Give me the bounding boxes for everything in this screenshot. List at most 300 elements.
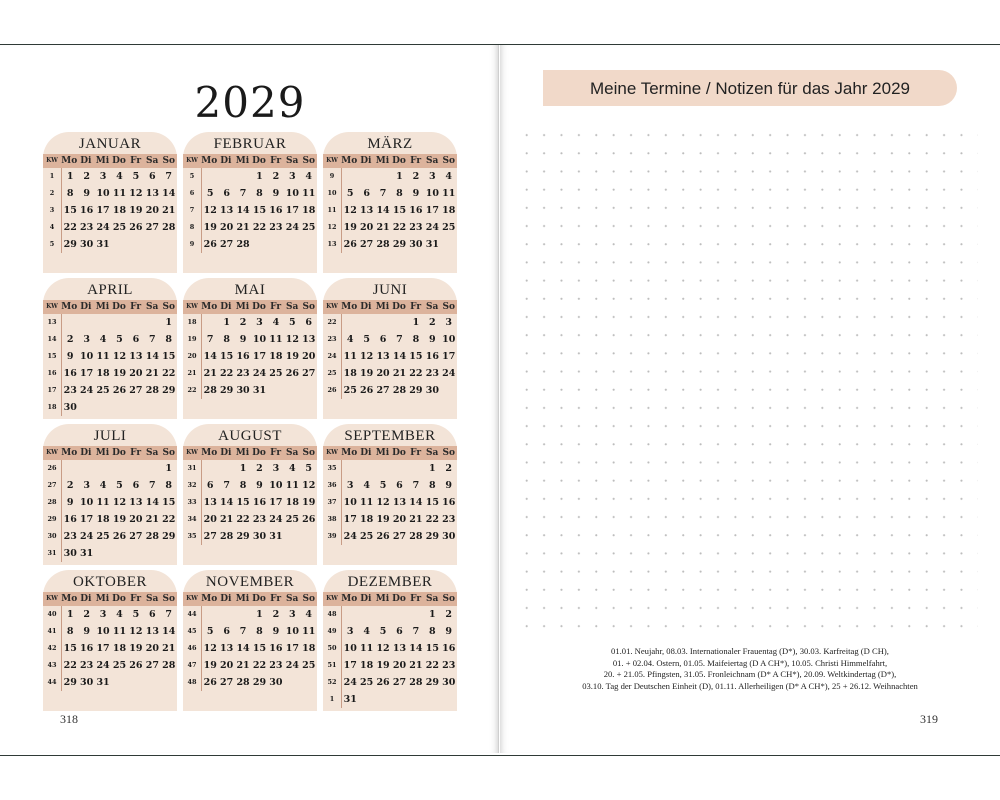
weekday-label: So — [302, 448, 316, 458]
week-number: 49 — [323, 623, 342, 640]
week-row — [323, 606, 457, 623]
day-cell: 13 — [145, 626, 159, 637]
day-cell: 22 — [252, 660, 267, 671]
day-cell — [375, 691, 391, 708]
day-cell: 18 — [112, 643, 127, 654]
weekday-label: Mo — [201, 448, 218, 458]
day-cell: 11 — [302, 626, 316, 637]
day-cell: 7 — [165, 171, 173, 182]
day-cell: 23 — [63, 385, 77, 396]
weekday-label: Sa — [426, 156, 439, 166]
week-row — [43, 236, 177, 253]
day-cell: 28 — [203, 385, 217, 396]
day-cell: 4 — [346, 334, 354, 345]
weekday-label: KW — [46, 303, 58, 310]
month-block — [183, 278, 317, 419]
day-cell: 5 — [132, 609, 140, 620]
day-cell: 30 — [269, 677, 283, 688]
day-cell: 27 — [360, 239, 374, 250]
weekday-label: Sa — [286, 448, 299, 458]
day-cell: 10 — [343, 497, 357, 508]
day-cell — [342, 606, 358, 623]
day-cell: 23 — [80, 222, 94, 233]
day-cell: 14 — [162, 188, 176, 199]
day-cell: 11 — [269, 334, 283, 345]
weekday-label: Di — [360, 302, 372, 312]
day-cell: 1 — [66, 609, 74, 620]
day-cell: 10 — [96, 188, 110, 199]
week-number: 46 — [183, 640, 202, 657]
day-cell: 7 — [412, 480, 420, 491]
week-row — [43, 528, 177, 545]
week-row — [323, 348, 457, 365]
day-cell — [161, 545, 177, 562]
day-cell: 12 — [302, 480, 316, 491]
day-cell: 2 — [445, 463, 453, 474]
day-cell: 24 — [96, 222, 110, 233]
day-cell: 22 — [392, 222, 407, 233]
day-cell: 29 — [162, 531, 176, 542]
day-cell: 26 — [302, 514, 316, 525]
day-cell: 9 — [272, 626, 280, 637]
day-cell: 28 — [236, 239, 250, 250]
day-cell: 20 — [360, 222, 374, 233]
day-cell: 30 — [63, 402, 77, 413]
week-row — [43, 545, 177, 562]
day-cell: 27 — [220, 239, 234, 250]
weekday-label: Sa — [426, 448, 439, 458]
weekday-header — [323, 592, 457, 606]
day-cell: 1 — [396, 171, 403, 182]
weekday-label: So — [162, 156, 176, 166]
week-row — [323, 460, 457, 477]
day-cell — [408, 691, 424, 708]
day-cell: 28 — [145, 385, 159, 396]
day-cell: 26 — [376, 531, 390, 542]
week-number: 36 — [323, 477, 342, 494]
week-number: 18 — [183, 314, 202, 331]
day-cell: 10 — [269, 480, 283, 491]
day-cell — [202, 314, 218, 331]
day-cell: 2 — [412, 171, 420, 182]
day-cell: 2 — [66, 480, 74, 491]
week-row — [183, 640, 317, 657]
weekday-label: Sa — [146, 156, 159, 166]
day-cell: 5 — [305, 463, 313, 474]
day-cell: 13 — [145, 188, 159, 199]
week-row — [43, 460, 177, 477]
day-cell: 30 — [442, 677, 456, 688]
weekday-label: Do — [392, 156, 406, 166]
day-cell: 17 — [96, 205, 110, 216]
day-cell: 23 — [269, 222, 283, 233]
week-row — [183, 168, 317, 185]
weekday-label: KW — [186, 449, 198, 456]
day-cell: 30 — [80, 239, 94, 250]
day-cell: 21 — [376, 222, 390, 233]
day-cell: 5 — [132, 171, 140, 182]
weekday-label: KW — [46, 595, 58, 602]
day-cell: 4 — [363, 626, 370, 637]
day-cell — [111, 399, 127, 416]
weekday-label: So — [442, 594, 456, 604]
holiday-line: 20. + 21.05. Pfingsten, 31.05. Fronleichnam (D* A CH*), 20.09. Weltkindertag (D*), — [603, 669, 897, 680]
day-cell: 19 — [203, 222, 217, 233]
day-cell: 20 — [392, 660, 407, 671]
weekday-label: KW — [326, 595, 338, 602]
weekday-header — [183, 300, 317, 314]
day-cell: 18 — [302, 643, 316, 654]
day-cell: 17 — [343, 514, 357, 525]
weekday-label: Fr — [410, 594, 422, 604]
week-number: 15 — [43, 348, 62, 365]
day-cell — [235, 606, 251, 623]
week-row — [183, 657, 317, 674]
day-cell: 6 — [379, 334, 387, 345]
day-cell: 28 — [145, 531, 159, 542]
weekday-header — [183, 154, 317, 168]
day-cell: 19 — [112, 514, 127, 525]
day-cell — [391, 606, 407, 623]
day-cell: 23 — [269, 660, 283, 671]
day-cell — [218, 460, 234, 477]
weekday-label: Di — [360, 156, 372, 166]
day-cell: 25 — [360, 531, 374, 542]
day-cell: 17 — [80, 368, 94, 379]
day-cell: 19 — [112, 368, 127, 379]
day-cell: 2 — [256, 463, 263, 474]
day-cell: 24 — [269, 514, 283, 525]
day-cell: 26 — [376, 677, 390, 688]
day-cell: 18 — [360, 514, 374, 525]
day-cell — [144, 236, 160, 253]
day-cell — [424, 691, 440, 708]
weekday-label: Mo — [61, 302, 78, 312]
day-cell: 13 — [376, 351, 390, 362]
day-cell — [391, 691, 407, 708]
day-cell: 3 — [83, 334, 90, 345]
week-number: 26 — [323, 382, 342, 399]
day-cell: 14 — [236, 643, 250, 654]
day-cell: 11 — [343, 351, 357, 362]
day-cell: 14 — [145, 497, 159, 508]
day-cell: 31 — [425, 239, 439, 250]
day-cell: 12 — [129, 188, 143, 199]
weekday-label: Di — [80, 448, 92, 458]
day-cell — [375, 460, 391, 477]
weekday-label: So — [302, 156, 316, 166]
day-cell: 11 — [112, 626, 127, 637]
day-cell — [128, 460, 144, 477]
weekday-label: So — [442, 302, 456, 312]
day-cell: 3 — [289, 609, 296, 620]
day-cell: 27 — [392, 531, 407, 542]
day-cell: 20 — [145, 205, 159, 216]
day-cell — [161, 399, 177, 416]
day-cell: 9 — [66, 351, 74, 362]
weekday-label: So — [302, 594, 316, 604]
day-cell: 27 — [129, 531, 143, 542]
day-cell: 16 — [442, 497, 456, 508]
day-cell — [62, 460, 78, 477]
day-cell: 22 — [63, 222, 77, 233]
week-row — [43, 331, 177, 348]
month-block — [43, 278, 177, 419]
week-number: 20 — [183, 348, 202, 365]
day-cell: 9 — [445, 626, 453, 637]
weekday-label: Di — [80, 302, 92, 312]
day-cell — [95, 460, 111, 477]
day-cell: 13 — [203, 497, 217, 508]
day-cell: 16 — [80, 643, 94, 654]
day-cell: 9 — [445, 480, 453, 491]
weekday-label: Fr — [410, 302, 422, 312]
day-cell: 17 — [343, 660, 357, 671]
day-cell: 24 — [285, 222, 299, 233]
week-row — [43, 348, 177, 365]
day-cell: 8 — [396, 188, 403, 199]
weekday-label: KW — [46, 449, 58, 456]
weekday-label: KW — [46, 157, 58, 164]
day-cell: 16 — [425, 351, 439, 362]
day-cell: 13 — [129, 497, 143, 508]
weekday-label: Sa — [286, 594, 299, 604]
weekday-label: Di — [360, 448, 372, 458]
day-cell: 23 — [236, 368, 250, 379]
day-cell — [342, 168, 358, 185]
day-cell: 24 — [80, 385, 94, 396]
day-cell — [342, 460, 358, 477]
day-cell: 16 — [252, 497, 267, 508]
day-cell: 17 — [285, 205, 299, 216]
day-cell: 21 — [220, 514, 234, 525]
day-cell: 19 — [360, 368, 374, 379]
day-cell: 26 — [203, 239, 217, 250]
week-row — [43, 219, 177, 236]
month-name: JUNI — [372, 282, 408, 298]
day-cell: 1 — [223, 317, 230, 328]
weekday-label: Mo — [341, 302, 358, 312]
week-number: 5 — [43, 236, 62, 253]
week-number: 14 — [43, 331, 62, 348]
day-cell: 6 — [363, 188, 370, 199]
day-cell: 28 — [409, 531, 423, 542]
day-cell: 20 — [220, 660, 234, 671]
week-number: 51 — [323, 657, 342, 674]
day-cell: 27 — [220, 677, 234, 688]
weekday-label: Fr — [130, 594, 142, 604]
day-cell — [342, 314, 358, 331]
week-number: 41 — [43, 623, 62, 640]
weekday-header — [43, 592, 177, 606]
day-cell: 22 — [63, 660, 77, 671]
weekday-label: Fr — [410, 448, 422, 458]
week-number: 47 — [183, 657, 202, 674]
day-cell: 24 — [252, 368, 267, 379]
weekday-header — [183, 592, 317, 606]
day-cell: 20 — [203, 514, 217, 525]
month-name: OKTOBER — [72, 574, 148, 590]
month-name: MAI — [234, 282, 266, 298]
day-cell: 19 — [343, 222, 357, 233]
day-cell: 31 — [252, 385, 267, 396]
week-row — [183, 236, 317, 253]
holiday-list — [540, 646, 960, 692]
day-cell: 10 — [80, 351, 94, 362]
weekday-label: Fr — [130, 302, 142, 312]
day-cell: 7 — [165, 609, 173, 620]
day-cell: 24 — [442, 368, 456, 379]
day-cell: 20 — [392, 514, 407, 525]
weekday-label: Fr — [270, 448, 282, 458]
day-cell: 22 — [220, 368, 234, 379]
day-cell: 13 — [129, 351, 143, 362]
day-cell: 4 — [99, 334, 107, 345]
day-cell: 21 — [203, 368, 217, 379]
day-cell: 12 — [129, 626, 143, 637]
week-row — [43, 606, 177, 623]
day-cell: 15 — [63, 643, 77, 654]
weekday-label: Do — [252, 156, 266, 166]
dot-grid-notes-area[interactable] — [518, 126, 978, 636]
weekday-label: KW — [326, 157, 338, 164]
day-cell — [235, 168, 251, 185]
day-cell: 14 — [220, 497, 234, 508]
notes-title-banner: Meine Termine / Notizen für das Jahr 2029 — [543, 70, 957, 106]
day-cell: 11 — [360, 497, 374, 508]
weekday-label: Mi — [375, 302, 390, 312]
weekday-label: KW — [326, 449, 338, 456]
day-cell: 3 — [256, 317, 263, 328]
day-cell: 20 — [129, 368, 143, 379]
holiday-line: 01.01. Neujahr, 08.03. Internationaler Frauentag (D*), 30.03. Karfreitag (D CH), — [611, 646, 889, 656]
week-number: 1 — [43, 168, 62, 185]
day-cell: 28 — [236, 677, 250, 688]
day-cell: 1 — [239, 463, 247, 474]
day-cell: 27 — [302, 368, 316, 379]
weekday-label: Mi — [235, 156, 250, 166]
day-cell: 16 — [63, 514, 77, 525]
day-cell: 19 — [129, 205, 143, 216]
day-cell: 14 — [409, 497, 423, 508]
day-cell: 23 — [409, 222, 423, 233]
day-cell: 17 — [252, 351, 267, 362]
day-cell: 24 — [425, 222, 439, 233]
day-cell: 2 — [83, 609, 90, 620]
day-cell: 22 — [425, 660, 439, 671]
weekday-label: Sa — [426, 594, 439, 604]
day-cell: 28 — [376, 239, 390, 250]
weekday-label: So — [302, 302, 316, 312]
week-number: 26 — [43, 460, 62, 477]
day-cell: 3 — [99, 609, 107, 620]
day-cell: 2 — [272, 171, 280, 182]
day-cell: 10 — [442, 334, 456, 345]
day-cell: 6 — [149, 609, 156, 620]
day-cell: 26 — [285, 368, 299, 379]
day-cell: 26 — [112, 385, 127, 396]
day-cell — [144, 399, 160, 416]
weekday-label: Sa — [146, 448, 159, 458]
day-cell — [218, 606, 234, 623]
day-cell: 28 — [409, 677, 423, 688]
day-cell — [358, 314, 374, 331]
day-cell — [111, 236, 127, 253]
day-cell: 24 — [285, 660, 299, 671]
day-cell: 5 — [206, 626, 214, 637]
week-row — [183, 623, 317, 640]
day-cell — [62, 314, 78, 331]
day-cell: 7 — [239, 188, 247, 199]
week-number: 8 — [183, 219, 202, 236]
week-number: 24 — [323, 348, 342, 365]
day-cell: 9 — [256, 480, 263, 491]
day-cell: 31 — [343, 694, 357, 705]
day-cell: 23 — [442, 660, 456, 671]
day-cell: 1 — [66, 171, 74, 182]
day-cell: 17 — [96, 643, 110, 654]
day-cell: 1 — [429, 609, 436, 620]
day-cell: 17 — [80, 514, 94, 525]
day-cell: 17 — [442, 351, 456, 362]
month-name: DEZEMBER — [347, 574, 433, 590]
day-cell: 29 — [162, 385, 176, 396]
day-cell: 18 — [302, 205, 316, 216]
week-number: 4 — [43, 219, 62, 236]
day-cell: 4 — [289, 463, 296, 474]
weekday-label: Mo — [61, 448, 78, 458]
week-number: 35 — [323, 460, 342, 477]
week-number: 13 — [323, 236, 342, 253]
day-cell — [202, 168, 218, 185]
day-cell: 13 — [392, 497, 407, 508]
day-cell: 5 — [289, 317, 296, 328]
holiday-line: 01. + 02.04. Ostern, 01.05. Maifeiertag (D A CH*), 10.05. Christi Himmelfahrt, — [612, 657, 888, 668]
day-cell: 1 — [165, 317, 173, 328]
day-cell: 10 — [252, 334, 267, 345]
day-cell — [111, 314, 127, 331]
week-number: 27 — [43, 477, 62, 494]
weekday-header — [323, 154, 457, 168]
day-cell: 30 — [63, 548, 77, 559]
day-cell: 10 — [343, 643, 357, 654]
day-cell — [375, 606, 391, 623]
day-cell: 19 — [203, 660, 217, 671]
week-row — [183, 331, 317, 348]
day-cell — [301, 674, 317, 691]
day-cell: 11 — [285, 480, 299, 491]
week-row — [43, 168, 177, 185]
weekday-label: Sa — [286, 302, 299, 312]
weekday-header — [43, 446, 177, 460]
week-number: 12 — [323, 219, 342, 236]
day-cell — [391, 314, 407, 331]
weekday-header — [323, 446, 457, 460]
week-row — [43, 623, 177, 640]
weekday-label: Fr — [270, 302, 282, 312]
week-row — [183, 528, 317, 545]
weekday-label: Mi — [375, 448, 390, 458]
day-cell: 16 — [236, 351, 250, 362]
week-row — [323, 185, 457, 202]
weekday-label: Fr — [130, 448, 142, 458]
day-cell: 16 — [63, 368, 77, 379]
day-cell: 4 — [99, 480, 107, 491]
weekday-label: Mo — [341, 156, 358, 166]
day-cell: 21 — [409, 660, 423, 671]
day-cell: 7 — [396, 334, 403, 345]
day-cell: 23 — [425, 368, 439, 379]
